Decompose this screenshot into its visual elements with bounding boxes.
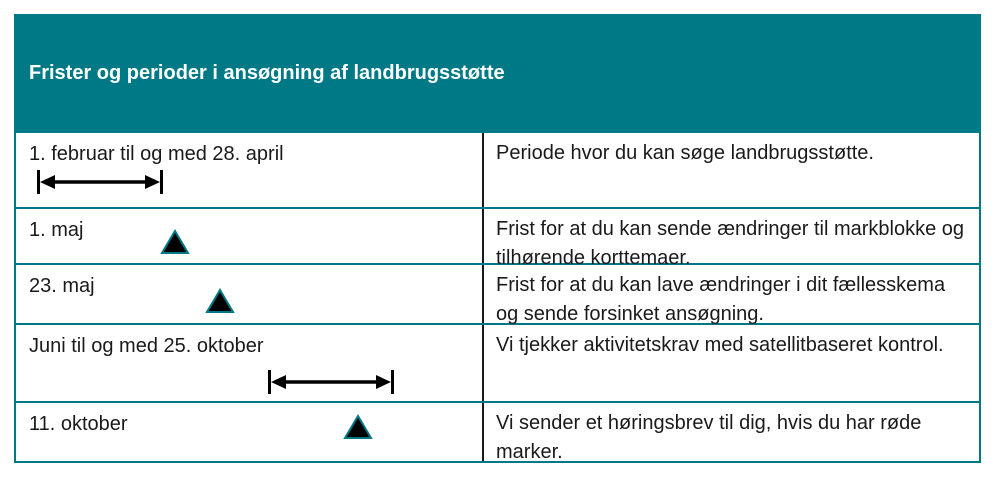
description-cell (484, 403, 979, 461)
deadlines-table (14, 14, 981, 463)
table-header (16, 16, 979, 131)
period-range-arrow-icon (266, 369, 396, 395)
period-label: 1. februar til og med 28. april (29, 143, 284, 165)
period-cell (16, 325, 484, 401)
description-text: Frist for at du kan sende ændringer til markblokke og tilhørende korttemaer. (496, 218, 964, 269)
table-row (16, 131, 979, 207)
description-text: Frist for at du kan lave ændringer i dit fællesskema og sende forsinket ansøgning. (496, 274, 946, 325)
table-row (16, 263, 979, 323)
description-text: Vi sender et høringsbrev til dig, hvis du har røde marker. (496, 412, 922, 463)
table-title: Frister og perioder i ansøgning af landbrugsstøtte (29, 62, 505, 84)
deadline-triangle-icon (343, 414, 373, 440)
table-row (16, 323, 979, 401)
description-cell (484, 265, 979, 323)
deadline-triangle-icon (160, 229, 190, 255)
table-row (16, 207, 979, 269)
description-cell (484, 325, 979, 401)
table-row (16, 401, 979, 461)
period-cell (16, 265, 484, 323)
period-label: 1. maj (29, 219, 84, 241)
period-label: 23. maj (29, 275, 95, 297)
period-cell (16, 403, 484, 461)
description-cell (484, 209, 979, 269)
deadline-triangle-icon (205, 288, 235, 314)
period-label: 11. oktober (29, 413, 128, 435)
period-cell (16, 133, 484, 207)
period-label: Juni til og med 25. oktober (29, 335, 264, 357)
description-cell (484, 133, 979, 207)
period-cell (16, 209, 484, 263)
period-range-arrow-icon (35, 169, 165, 195)
description-text: Periode hvor du kan søge landbrugsstøtte. (496, 142, 874, 164)
description-text: Vi tjekker aktivitetskrav med satellitbaseret kontrol. (496, 334, 944, 356)
